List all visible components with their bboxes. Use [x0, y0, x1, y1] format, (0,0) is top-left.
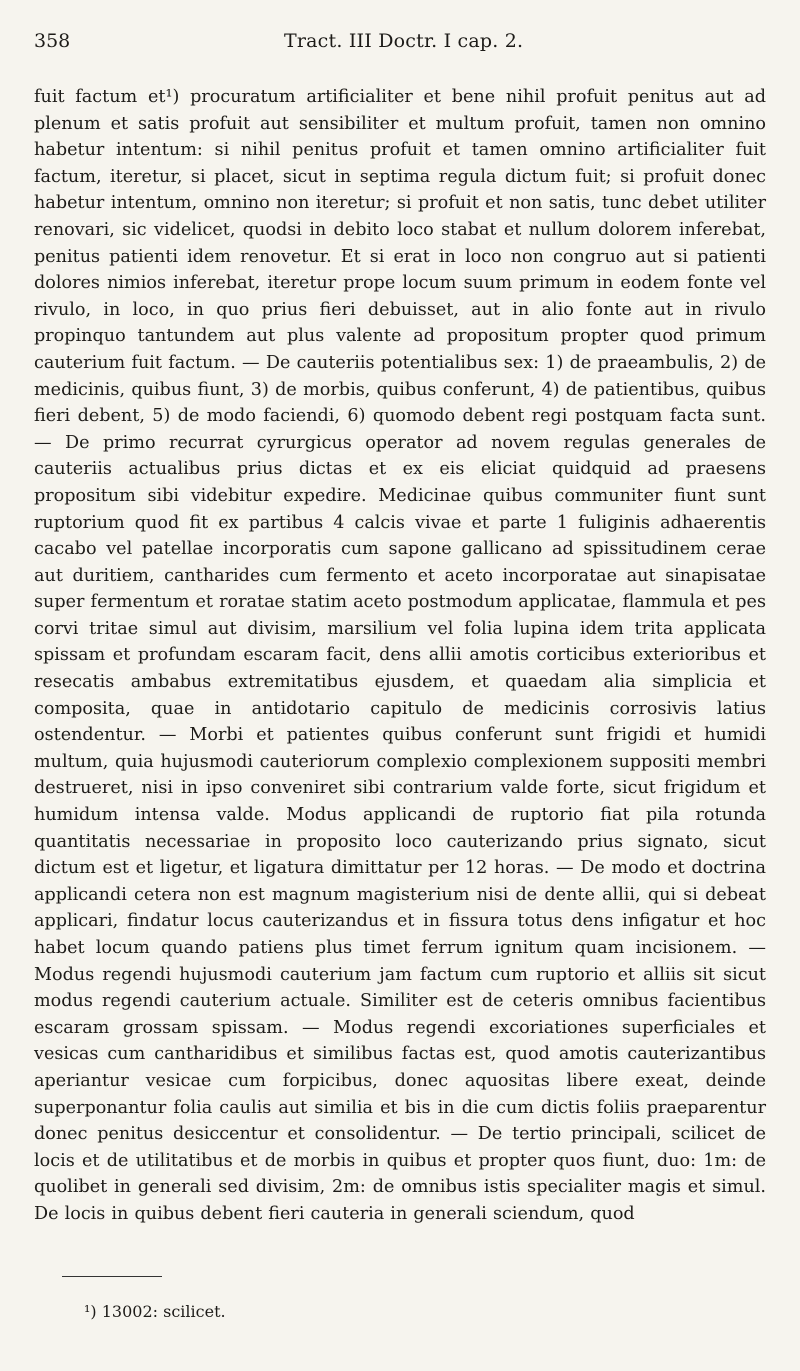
footnote-marker: ¹) [84, 1302, 97, 1321]
footnote-rule [62, 1276, 162, 1277]
page-number: 358 [34, 30, 71, 52]
running-head: Tract. III Doctr. I cap. 2. [284, 30, 524, 52]
footnote [84, 1302, 226, 1322]
body-text: fuit factum et¹) procuratum artificialiter et bene nihil profuit penitus aut ad plenum et satis profuit aut sensibiliter et multum profuit, tamen non omnino habetur intentum: si nihil penitus profuit et tamen omnino artificialiter fuit factum, iteretur, si placet, sicut in septima regula dictum fuit; si profuit donec habetur intentum, omnino non iteretur; si profuit et non satis, tunc debet utiliter renovari, sic videlicet, quodsi in debito loco stabat et nullum dolorem inferebat, penitus patienti idem renovetur. Et si erat in loco non congruo aut si patienti dolores nimios inferebat, iteretur prope locum suum primum in eodem fonte vel rivulo, in loco, in quo prius fieri debuisset, aut in alio fonte aut in rivulo propinquo tantundem aut plus valente ad propositum propter quod primum cauterium fuit factum. — De cauteriis potentialibus sex: 1) de praeambulis, 2) de medicinis, quibus fiunt, 3) de morbis, quibus conferunt, 4) de patientibus, quibus fieri debent, 5) de modo faciendi, 6) quomodo debent regi postquam facta sunt. — De primo recurrat cyrurgicus operator ad novem regulas generales de cauteriis actualibus prius dictas et ex eis eliciat quidquid ad praesens propositum sibi videbitur expedire. Medicinae quibus communiter fiunt sunt ruptorium quod fit ex partibus 4 calcis vivae et parte 1 fuliginis adhaerentis cacabo vel patellae incorporatis cum sapone gallicano ad spissitudinem cerae aut duritiem, cantharides cum fermento et aceto incorporatae aut sinapisatae super fermentum et roratae statim aceto postmodum applicatae, flammula et pes corvi tritae simul aut divisim, marsilium vel folia lupina idem trita applicata spissam et profundam escaram facit, dens allii amotis corticibus exterioribus et resecatis ambabus extremitatibus ejusdem, et quaedam alia simplicia et composita, quae in antidotario capitulo de medicinis corrosivis latius ostendentur. — Morbi et patientes quibus conferunt sunt frigidi et humidi multum, quia hujusmodi cauteriorum complexio complexionem suppositi membri destrueret, nisi in ipso conveniret sibi contrarium valde forte, sicut frigidum et humidum intensa valde. Modus applicandi de ruptorio fiat pila rotunda quantitatis necessariae in proposito loco cauterizando prius signato, sicut dictum est et ligetur, et ligatura dimittatur per 12 horas. — De modo et doctrina applicandi cetera non est magnum magisterium nisi de dente allii, qui si debeat applicari, findatur locus cauterizandus et in fissura totus dens infigatur et hoc habet locum quando patiens plus timet ferrum ignitum quam incisionem. — Modus regendi hujusmodi cauterium jam factum cum ruptorio et alliis sit sicut modus regendi cauterium actuale. Similiter est de ceteris omnibus facientibus escaram grossam spissam. — Modus regendi excoriationes superficiales et vesicas cum cantharidibus et similibus factas est, quod amotis cauterizantibus aperiantur vesicae cum forpicibus, donec aquositas libere exeat, deinde superponantur folia caulis aut similia et bis in die cum dictis foliis praeparentur donec penitus desiccentur et consolidentur. — De tertio principali, scilicet de locis et de utilitatibus et de morbis in quibus et propter quos fiunt, duo: 1m: de quolibet in generali sed divisim, 2m: de omnibus istis specialiter magis et simul. De locis in quibus debent fieri cauteria in generali sciendum, quod [34, 87, 766, 1224]
footnote-text: 13002: scilicet. [101, 1302, 226, 1321]
page-header [34, 30, 766, 60]
